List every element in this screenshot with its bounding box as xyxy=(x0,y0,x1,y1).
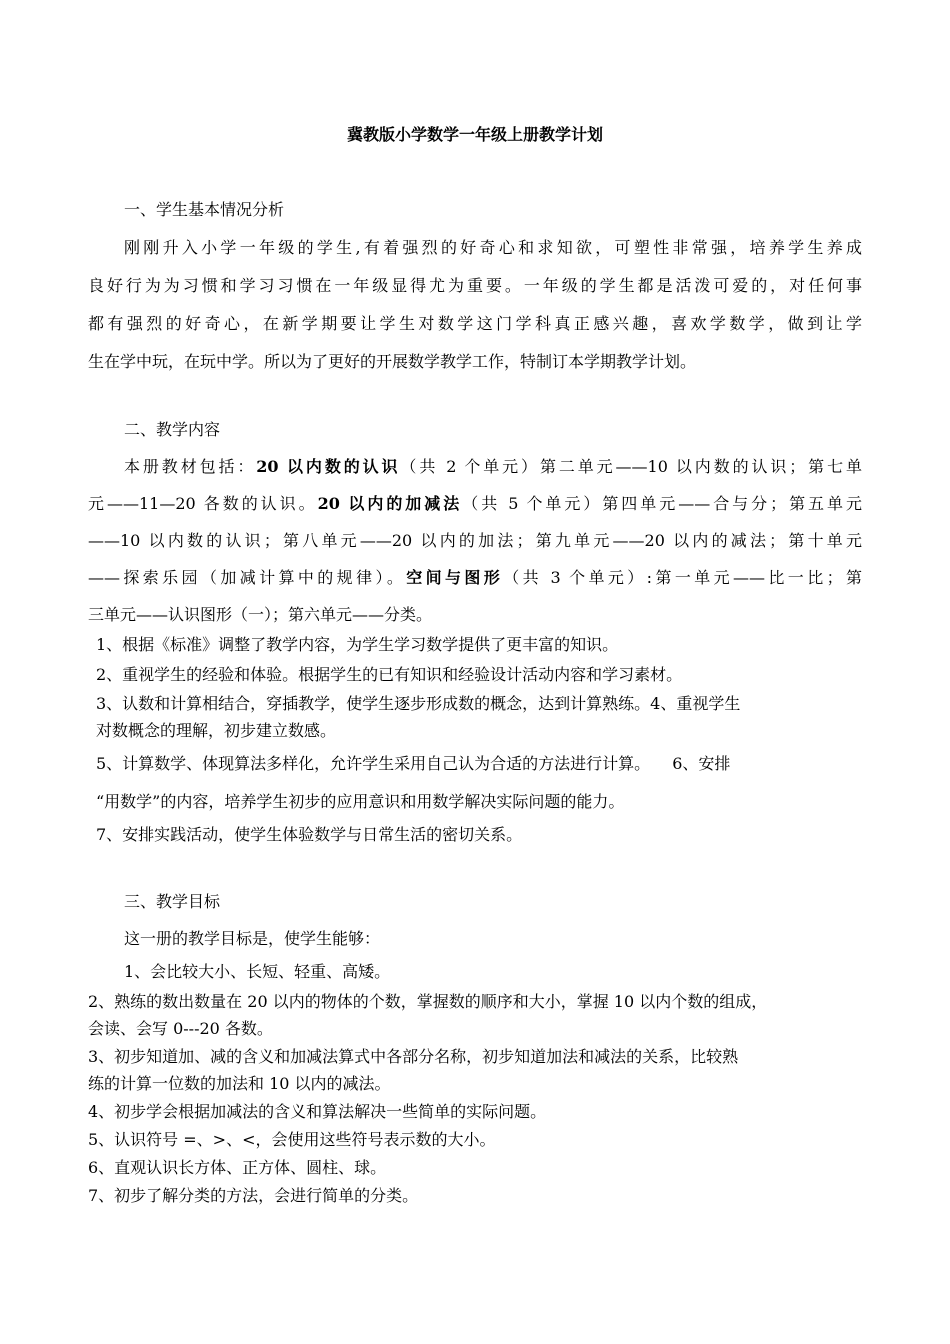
content-text: （共 5 个单元）第四单元——合与分；第五单元 xyxy=(462,494,862,513)
section1-paragraph-line: 良好行为为习惯和学习习惯在一年级显得尤为重要。一年级的学生都是活泼可爱的，对任何事 xyxy=(88,276,862,295)
content-line: 三单元——认识图形（一）；第六单元——分类。 xyxy=(88,605,433,624)
goals-intro: 这一册的教学目标是，使学生能够： xyxy=(124,929,381,948)
content-text: 元——11—20 各数的认识。 xyxy=(88,494,318,513)
section3-heading: 三、教学目标 xyxy=(124,892,221,911)
section1-paragraph-line: 刚刚升入小学一年级的学生,有着强烈的好奇心和求知欲，可塑性非常强，培养学生养成 xyxy=(124,238,862,257)
content-list-item: 对数概念的理解，初步建立数感。 xyxy=(96,721,337,740)
content-list-item: 1、根据《标准》调整了教学内容，为学生学习数学提供了更丰富的知识。 xyxy=(96,635,619,654)
content-text: 6、安排 xyxy=(672,754,731,773)
goal-item: 7、初步了解分类的方法，会进行简单的分类。 xyxy=(88,1186,419,1205)
content-line xyxy=(124,455,862,479)
goal-item: 3、初步知道加、减的含义和加减法算式中各部分名称，初步知道加法和减法的关系，比较熟 xyxy=(88,1047,739,1066)
content-list-item: 2、重视学生的经验和体验。根据学生的已有知识和经验设计活动内容和学习素材。 xyxy=(96,665,683,684)
goal-item: 2、熟练的数出数量在 20 以内的物体的个数，掌握数的顺序和大小，掌握 10 以内个数的组成， xyxy=(88,992,768,1011)
content-bold-topic: 20 以内的加减法 xyxy=(317,494,463,513)
section1-paragraph-line: 生在学中玩，在玩中学。所以为了更好的开展数学教学工作，特制订本学期教学计划。 xyxy=(88,352,697,371)
section2-heading: 二、教学内容 xyxy=(124,420,221,439)
document-title: 冀教版小学数学一年级上册教学计划 xyxy=(346,125,603,144)
goal-item: 6、直观认识长方体、正方体、圆柱、球。 xyxy=(88,1158,387,1177)
content-list-item: 7、安排实践活动，使学生体验数学与日常生活的密切关系。 xyxy=(96,825,523,844)
goal-item: 5、认识符号 =、>、<，会使用这些符号表示数的大小。 xyxy=(88,1130,496,1149)
content-text: 5、计算数学、体现算法多样化，允许学生采用自己认为合适的方法进行计算。 xyxy=(96,754,651,773)
content-text: （共 3 个单元）:第一单元——比一比；第 xyxy=(503,568,862,587)
goal-item: 4、初步学会根据加减法的含义和算法解决一些简单的实际问题。 xyxy=(88,1102,547,1121)
content-line xyxy=(88,492,862,516)
content-bold-topic: 空间与图形 xyxy=(406,568,504,587)
content-line: ——10 以内数的认识；第八单元——20 以内的加法；第九单元——20 以内的减法；第十单元 xyxy=(88,531,862,550)
section1-paragraph-line: 都有强烈的好奇心，在新学期要让学生对数学这门学科真正感兴趣，喜欢学数学，做到让学 xyxy=(88,314,862,333)
content-text: ——探索乐园（加减计算中的规律）。 xyxy=(88,568,407,587)
content-text: 本册教材包括： xyxy=(124,457,257,476)
section1-heading: 一、学生基本情况分析 xyxy=(124,200,285,219)
content-text: （共 2 个单元）第二单元——10 以内数的认识；第七单 xyxy=(400,457,862,476)
content-bold-topic: 20 以内数的认识 xyxy=(256,457,401,476)
goal-item: 会读、会写 0---20 各数。 xyxy=(88,1019,273,1038)
content-list-item: “用数学”的内容，培养学生初步的应用意识和用数学解决实际问题的能力。 xyxy=(96,792,625,811)
content-list-item xyxy=(96,752,730,776)
content-list-item: 3、认数和计算相结合，穿插教学，使学生逐步形成数的概念，达到计算熟练。4、重视学生 xyxy=(96,694,741,713)
content-line xyxy=(88,566,862,590)
goal-item: 1、会比较大小、长短、轻重、高矮。 xyxy=(124,962,391,981)
goal-item: 练的计算一位数的加法和 10 以内的减法。 xyxy=(88,1074,391,1093)
